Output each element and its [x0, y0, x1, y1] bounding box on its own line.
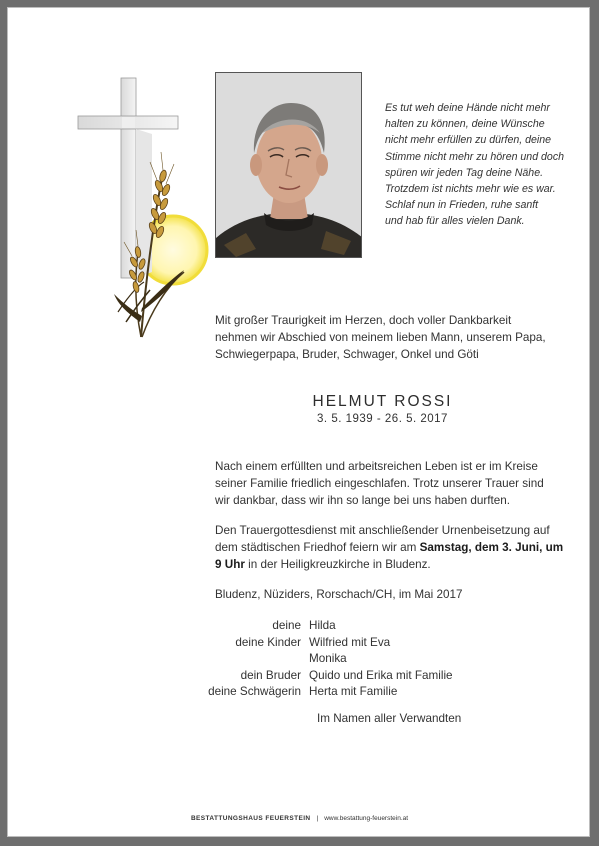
relative-row — [188, 668, 568, 685]
poem-text: Es tut weh deine Hände nicht mehr halten zu können, deine Wünsche nicht mehr erfüllen zu dürfen, deine Stimme nicht mehr zu hören und doch spüren wir jeden Tag deine Nähe. Trotzdem ist nichts mehr wie es war. Schlaf nun in Frieden, ruhe sanft und hab für alles vielen Dank. — [385, 102, 565, 228]
relative-row — [188, 684, 568, 701]
closing-line: Im Namen aller Verwandten — [317, 712, 462, 725]
funeral-date-time: Samstag, dem 3. Juni, um 9 Uhr — [215, 541, 564, 571]
footer-separator: | — [316, 815, 319, 822]
relative-role: deine Kinder — [235, 635, 301, 649]
relative-names: Wilfried mit Eva — [309, 635, 391, 649]
relative-names: Herta mit Familie — [309, 685, 398, 698]
obituary-page — [7, 7, 590, 837]
paragraph-funeral — [215, 522, 565, 573]
relative-role: deine Schwägerin — [208, 685, 301, 698]
paragraph-life: Nach einem erfüllten und arbeitsreichen Leben ist er im Kreise seiner Familie friedlich eingeschlafen. Trotz unserer Trauer sind wir dankbar, dass wir ihn so lange bei uns haben durften. — [215, 460, 544, 507]
footer-brand: BESTATTUNGSHAUS FEUERSTEIN — [190, 815, 311, 822]
portrait-photo — [215, 72, 362, 258]
relative-role — [188, 651, 309, 668]
cross-wheat-icon — [66, 72, 216, 347]
relative-role: deine — [272, 619, 301, 632]
relative-role: dein Bruder — [240, 668, 301, 682]
relative-row — [188, 635, 568, 652]
relative-row — [188, 651, 568, 668]
footer — [8, 815, 591, 822]
relative-names: Monika — [309, 652, 347, 665]
funeral-text-after: in der Heiligkreuzkirche in Bludenz. — [244, 558, 431, 571]
place-date: Bludenz, Nüziders, Rorschach/CH, im Mai 2017 — [215, 588, 463, 601]
footer-url[interactable]: www.bestattung-feuerstein.at — [324, 815, 409, 822]
relative-row — [188, 618, 568, 635]
relative-names: Quido und Erika mit Familie — [309, 668, 453, 682]
life-dates: 3. 5. 1939 - 26. 5. 2017 — [317, 413, 448, 425]
relatives-list — [188, 618, 568, 701]
funeral-text-before: Den Trauergottesdienst mit anschließender Urnenbeisetzung auf dem städtischen Friedhof feiern wir am — [215, 524, 550, 554]
relative-names: Hilda — [309, 619, 336, 632]
deceased-name: HELMUT ROSSI — [312, 393, 453, 410]
intro-text: Mit großer Traurigkeit im Herzen, doch voller Dankbarkeit nehmen wir Abschied von meinem lieben Mann, unserem Papa, Schwiegerpapa, Bruder, Schwager, Onkel und Göti — [215, 314, 546, 361]
